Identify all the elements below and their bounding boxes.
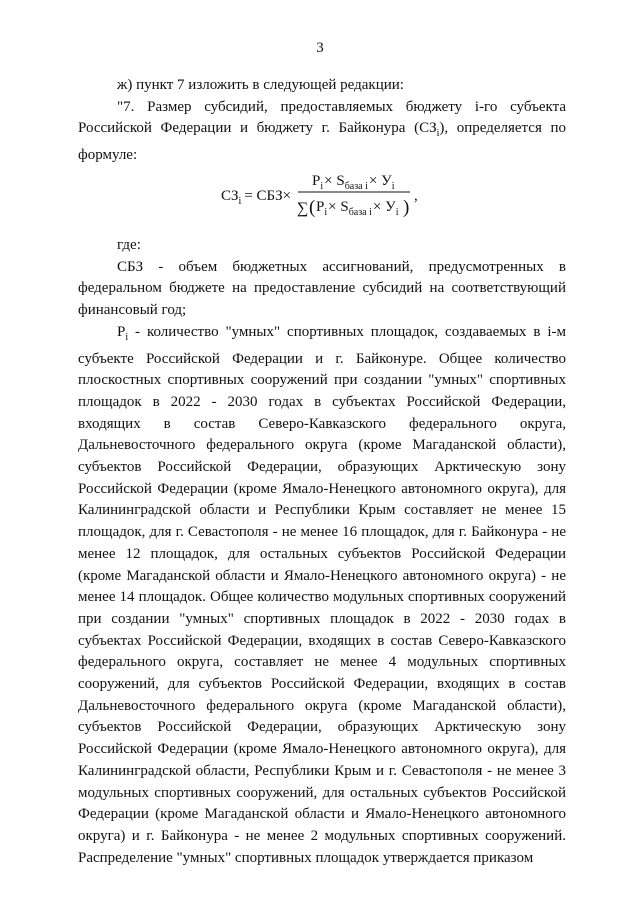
- svg-text:СЗi= СБЗ×: [221, 188, 291, 207]
- formula-lhs-sub: i: [238, 196, 242, 207]
- item7-subscript: i: [436, 128, 440, 140]
- formula-den-y: × У: [372, 199, 396, 215]
- pi-definition-text: - количество "умных" спортивных площадок, создаваемых в i-м субъекте Российской Федерации и г. Байконуре. Общее количество плоскостных спортивных сооружений при создании "умных" спортивных площадок в 2022 - 2030 годах в субъектах Российской Федерации, входящих в состав Северо-Кавказского федерального округа, Дальневосточного федерального округа (кроме Магаданской области), субъектов Российской Федерации, образующих Арктическую зону Российской Федерации (кроме Ямало-Ненецкого автономного округа), для Калининградской области и Республики Крым составляет не менее 15 площадок, для г. Севастополя - не менее 16 площадок, для г. Байконура - не менее 12 площадок, для остальных субъектов Российской Федерации (кроме Магаданской области и Ямало-Ненецкого автономного округа) - не менее 14 площадок. Общее количество модульных спортивных сооружений при создании "умных" спортивных площадок в 2022 - 2030 годах в субъектах Российской Федерации, входящих в состав Северо-Кавказского федерального округа, составляет не менее 4 модульных спортивных сооружений, для субъектов Российской Федерации, входящих в состав Дальневосточного федерального округа (кроме Магаданской области), субъектов Российской Федерации, образующих Арктическую зону Российской Федерации (кроме Ямало-Ненецкого автономного округа), для Калининградской области, Республики Крым и г. Севастополя - не менее 3 модульных спортивных сооружений, для остальных субъектов Российской Федерации (кроме Магаданской области и Ямало-Ненецкого автономного округа) и г. Байконура - не менее 2 модульных спортивных сооружений. Распределение "умных" спортивных площадок утверждается приказом: [78, 323, 566, 866]
- formula-svg: [0, 165, 640, 225]
- intro-paragraph: [78, 75, 566, 97]
- formula: [0, 165, 640, 225]
- svg-text:Pi× Sбаза i× Уi: [316, 199, 399, 218]
- where-text: где:: [117, 237, 141, 253]
- formula-den-y-sub: i: [395, 207, 399, 218]
- formula-eq: = СБЗ×: [244, 188, 292, 204]
- page-number: 3: [316, 40, 324, 56]
- item7-text: "7. Размер субсидий, предоставляемых бюджету i-го субъекта Российской Федерации и бюджету г. Байконура (СЗ: [78, 98, 566, 137]
- formula-den-s-sub: база i: [348, 207, 372, 218]
- where-paragraph: [78, 235, 566, 257]
- formula-num-s-sub: база i: [344, 181, 368, 192]
- formula-den-p-sub: i: [324, 207, 328, 218]
- formula-den-lparen: (: [309, 197, 316, 218]
- intro-text: ж) пункт 7 изложить в следующей редакции:: [117, 77, 404, 93]
- formula-num-y-sub: i: [391, 181, 395, 192]
- formula-num-y: × У: [368, 173, 392, 189]
- formula-num-s: × S: [324, 173, 345, 189]
- pi-subscript: i: [125, 331, 129, 343]
- formula-den-rparen: ): [403, 197, 410, 218]
- sbz-definition: [78, 257, 566, 322]
- formula-num-p-sub: i: [320, 181, 324, 192]
- item7-paragraph: [78, 97, 566, 167]
- formula-lhs: СЗ: [221, 188, 239, 204]
- formula-den-s: × S: [328, 199, 349, 215]
- formula-den-sum: ∑: [297, 200, 309, 217]
- pi-definition: [78, 322, 566, 870]
- svg-text:Pi× Sбаза i× Уi: [312, 173, 395, 192]
- definitions-block: [78, 235, 566, 869]
- formula-num-p: P: [312, 173, 321, 189]
- sbz-definition-text: СБЗ - объем бюджетных ассигнований, предусмотренных в федеральном бюджете на предоставление субсидий на соответствующий финансовый год;: [78, 258, 566, 319]
- pi-symbol: P: [117, 323, 126, 340]
- intro-block: [78, 75, 566, 167]
- item7-end-text: ), определяется по формуле:: [78, 120, 566, 164]
- formula-den-p: P: [316, 199, 325, 215]
- formula-trail: ,: [414, 188, 418, 204]
